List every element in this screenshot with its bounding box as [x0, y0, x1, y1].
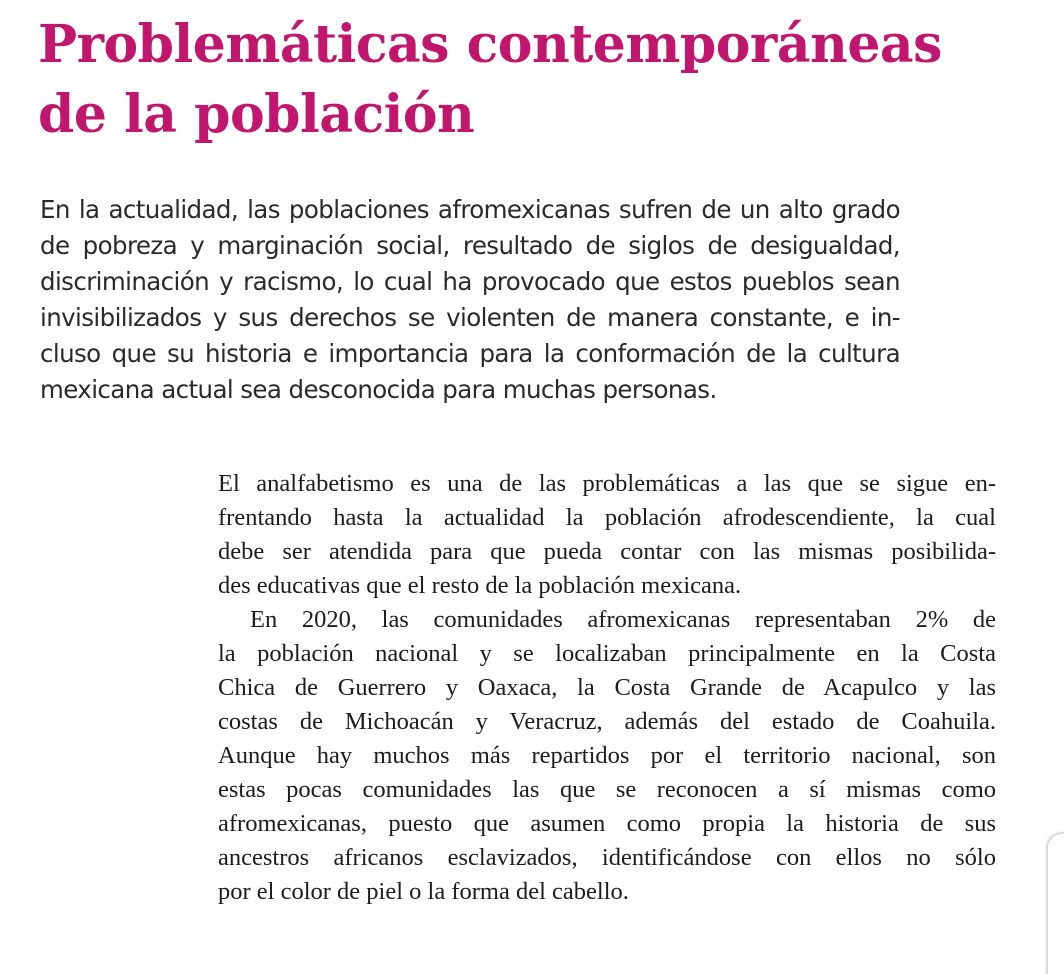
page-title	[38, 10, 1038, 150]
body-line: por el color de piel o la forma del cabello.	[218, 878, 629, 905]
body-line: Chica de Guerrero y Oaxaca, la Costa Grande de Acapulco y las	[218, 674, 996, 701]
body-text	[218, 467, 996, 909]
title-line: de la población	[38, 84, 475, 145]
body-line: la población nacional y se localizaban principalmente en la Costa	[218, 640, 996, 667]
body-line: El analfabetismo es una de las problemáticas a las que se sigue en-	[218, 470, 996, 497]
body-line: costas de Michoacán y Veracruz, además del estado de Coahuila.	[218, 708, 996, 735]
body-line: frentando hasta la actualidad la población afrodescendiente, la cual	[218, 504, 996, 531]
page-curl-edge	[1046, 832, 1064, 974]
intro-line: invisibilizados y sus derechos se violenten de manera constante, e in-	[40, 303, 900, 332]
body-line: debe ser atendida para que pueda contar con las mismas posibilida-	[218, 538, 996, 565]
intro-line: discriminación y racismo, lo cual ha provocado que estos pueblos sean	[40, 267, 900, 296]
body-line: estas pocas comunidades las que se reconocen a sí mismas como	[218, 776, 996, 803]
body-paragraph-1	[218, 467, 996, 603]
intro-line: mexicana actual sea desconocida para muchas personas.	[40, 375, 717, 404]
body-line: Aunque hay muchos más repartidos por el territorio nacional, son	[218, 742, 996, 769]
body-line: afromexicanas, puesto que asumen como propia la historia de sus	[218, 810, 996, 837]
title-line: Problemáticas contemporáneas	[38, 14, 942, 75]
body-paragraph-2	[218, 603, 996, 909]
intro-line: de pobreza y marginación social, resultado de siglos de desigualdad,	[40, 231, 900, 260]
intro-paragraph	[40, 192, 900, 408]
intro-line: En la actualidad, las poblaciones afromexicanas sufren de un alto grado	[40, 195, 900, 224]
body-line: ancestros africanos esclavizados, identificándose con ellos no sólo	[218, 844, 996, 871]
intro-line: cluso que su historia e importancia para la conformación de la cultura	[40, 339, 900, 368]
body-line: des educativas que el resto de la población mexicana.	[218, 572, 742, 599]
body-line: En 2020, las comunidades afromexicanas representaban 2% de	[250, 606, 996, 633]
